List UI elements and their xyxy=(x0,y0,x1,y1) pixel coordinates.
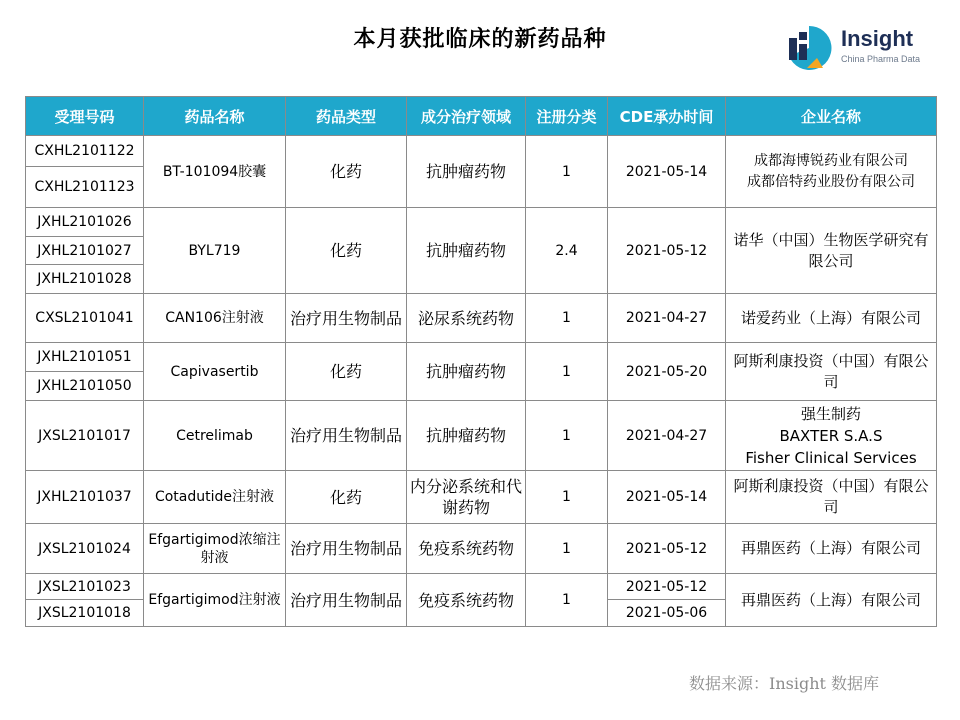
code-cell: JXHL2101037 xyxy=(26,471,144,524)
type-cell: 治疗用生物制品 xyxy=(286,294,407,343)
table-row xyxy=(26,136,937,167)
table-row xyxy=(26,524,937,574)
company-cell xyxy=(726,401,937,471)
code-cell: JXHL2101026 xyxy=(26,208,144,237)
code-cell: CXSL2101041 xyxy=(26,294,144,343)
type-cell: 化药 xyxy=(286,136,407,208)
table-row xyxy=(26,471,937,524)
type-cell: 治疗用生物制品 xyxy=(286,401,407,471)
logo-wordmark: Insight xyxy=(841,26,914,51)
code-cell: JXHL2101051 xyxy=(26,343,144,372)
name-cell: Cotadutide注射液 xyxy=(144,471,286,524)
area-cell: 抗肿瘤药物 xyxy=(407,401,526,471)
table-row xyxy=(26,343,937,372)
date-cell: 2021-04-27 xyxy=(608,401,726,471)
area-cell: 泌尿系统药物 xyxy=(407,294,526,343)
table-header-row xyxy=(26,97,937,136)
code-cell: JXSL2101024 xyxy=(26,524,144,574)
logo-subtitle: China Pharma Data xyxy=(841,54,921,64)
date-cell: 2021-05-12 xyxy=(608,208,726,294)
data-source-note: 数据来源：Insight 数据库 xyxy=(689,674,880,693)
company-cell xyxy=(726,136,937,208)
company-line: Fisher Clinical Services xyxy=(745,448,917,467)
area-cell: 免疫系统药物 xyxy=(407,574,526,627)
header-cell: 企业名称 xyxy=(726,97,937,136)
area-cell: 抗肿瘤药物 xyxy=(407,208,526,294)
header-cell: CDE承办时间 xyxy=(608,97,726,136)
class-cell: 1 xyxy=(526,471,608,524)
company-cell: 阿斯利康投资（中国）有限公司 xyxy=(726,471,937,524)
class-cell: 1 xyxy=(526,294,608,343)
insight-logo-icon xyxy=(783,22,835,74)
company-cell: 再鼎医药（上海）有限公司 xyxy=(726,574,937,627)
header-cell: 受理号码 xyxy=(26,97,144,136)
page-title: 本月获批临床的新药品种 xyxy=(353,27,607,52)
type-cell: 化药 xyxy=(286,208,407,294)
company-cell: 诺爱药业（上海）有限公司 xyxy=(726,294,937,343)
date-cell: 2021-05-14 xyxy=(608,471,726,524)
area-cell: 抗肿瘤药物 xyxy=(407,343,526,401)
area-cell: 抗肿瘤药物 xyxy=(407,136,526,208)
name-cell: CAN106注射液 xyxy=(144,294,286,343)
table-row xyxy=(26,574,937,600)
company-line: BAXTER S.A.S xyxy=(779,426,883,445)
area-cell: 免疫系统药物 xyxy=(407,524,526,574)
insight-logo xyxy=(783,22,943,74)
type-cell: 治疗用生物制品 xyxy=(286,574,407,627)
class-cell: 1 xyxy=(526,524,608,574)
company-line: 强生制药 xyxy=(800,404,861,423)
code-cell: CXHL2101123 xyxy=(26,167,144,208)
date-cell: 2021-05-06 xyxy=(608,600,726,627)
date-cell: 2021-05-14 xyxy=(608,136,726,208)
class-cell: 2.4 xyxy=(526,208,608,294)
table-row xyxy=(26,294,937,343)
class-cell: 1 xyxy=(526,574,608,627)
date-cell: 2021-05-12 xyxy=(608,524,726,574)
company-cell: 再鼎医药（上海）有限公司 xyxy=(726,524,937,574)
date-cell: 2021-05-12 xyxy=(608,574,726,600)
name-cell: BT-101094胶囊 xyxy=(144,136,286,208)
date-cell: 2021-05-20 xyxy=(608,343,726,401)
name-cell: Efgartigimod浓缩注射液 xyxy=(144,524,286,574)
name-cell: Efgartigimod注射液 xyxy=(144,574,286,627)
class-cell: 1 xyxy=(526,343,608,401)
type-cell: 化药 xyxy=(286,471,407,524)
name-cell: Cetrelimab xyxy=(144,401,286,471)
code-cell: JXHL2101028 xyxy=(26,265,144,294)
table-row xyxy=(26,401,937,471)
company-cell: 阿斯利康投资（中国）有限公司 xyxy=(726,343,937,401)
type-cell: 治疗用生物制品 xyxy=(286,524,407,574)
header-cell: 药品名称 xyxy=(144,97,286,136)
name-cell: BYL719 xyxy=(144,208,286,294)
code-cell: JXHL2101027 xyxy=(26,237,144,265)
area-cell: 内分泌系统和代谢药物 xyxy=(407,471,526,524)
code-cell: JXSL2101017 xyxy=(26,401,144,471)
class-cell: 1 xyxy=(526,136,608,208)
company-cell: 诺华（中国）生物医学研究有限公司 xyxy=(726,208,937,294)
class-cell: 1 xyxy=(526,401,608,471)
header-cell: 药品类型 xyxy=(286,97,407,136)
date-cell: 2021-04-27 xyxy=(608,294,726,343)
company-line: 成都海博锐药业有限公司 xyxy=(754,152,908,169)
header-cell: 注册分类 xyxy=(526,97,608,136)
name-cell: Capivasertib xyxy=(144,343,286,401)
code-cell: JXSL2101023 xyxy=(26,574,144,600)
table-row xyxy=(26,208,937,237)
code-cell: JXSL2101018 xyxy=(26,600,144,627)
code-cell: CXHL2101122 xyxy=(26,136,144,167)
code-cell: JXHL2101050 xyxy=(26,372,144,401)
header-cell: 成分治疗领域 xyxy=(407,97,526,136)
drug-approval-table xyxy=(25,96,937,627)
company-line: 成都倍特药业股份有限公司 xyxy=(747,173,915,190)
type-cell: 化药 xyxy=(286,343,407,401)
